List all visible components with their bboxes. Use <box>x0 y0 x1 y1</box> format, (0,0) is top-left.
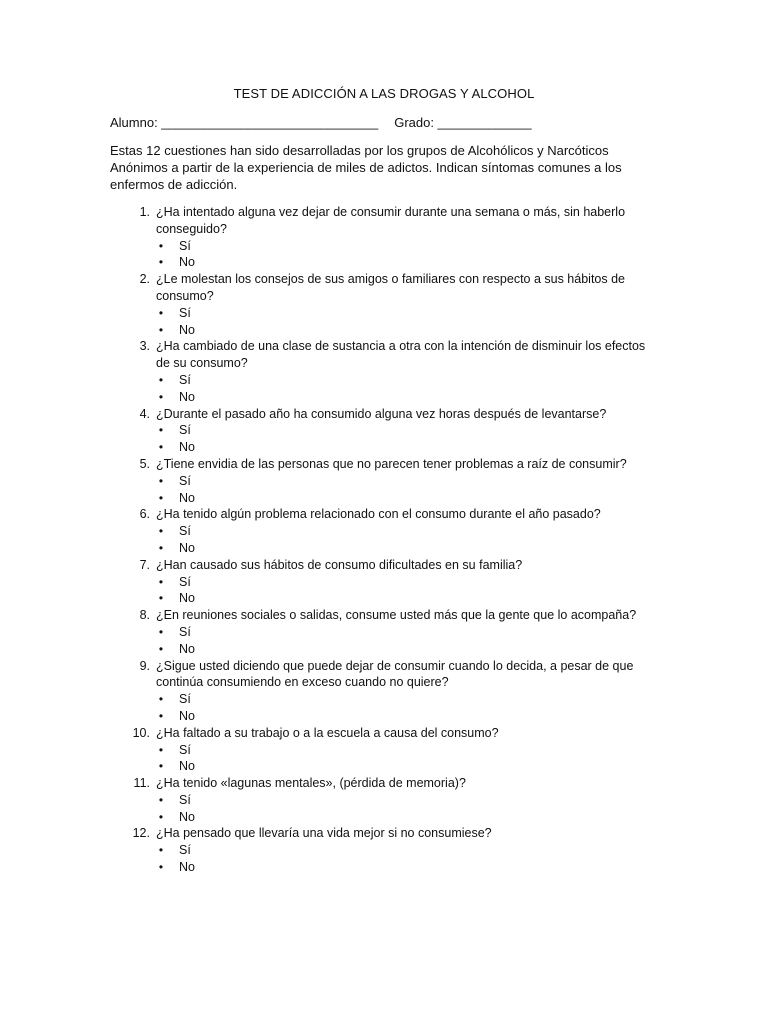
question-item <box>0 725 646 775</box>
answer-options <box>156 742 646 776</box>
answer-options <box>156 422 646 456</box>
bullet-icon: • <box>158 591 164 606</box>
question-item <box>0 825 646 875</box>
answer-option-label: No <box>179 809 195 824</box>
answer-option-si <box>156 691 646 708</box>
question-text: ¿Sigue usted diciendo que puede dejar de consumir cuando lo decida, a pesar de que continúa consumiendo en exceso cuando no quiere? <box>156 658 634 690</box>
question-item <box>0 204 646 271</box>
question-text: ¿Tiene envidia de las personas que no parecen tener problemas a raíz de consumir? <box>156 456 627 471</box>
question-text: ¿Ha pensado que llevaría una vida mejor si no consumiese? <box>156 826 492 841</box>
answer-option-si <box>156 574 646 591</box>
answer-option-label: No <box>179 540 195 555</box>
answer-option-si <box>156 422 646 439</box>
answer-options <box>156 792 646 826</box>
bullet-icon: • <box>158 524 164 539</box>
question-text: ¿Ha tenido algún problema relacionado con el consumo durante el año pasado? <box>156 507 601 522</box>
question-text: ¿Ha intentado alguna vez dejar de consumir durante una semana o más, sin haberlo conseguido? <box>156 205 626 236</box>
bullet-icon: • <box>158 490 164 505</box>
answer-option-label: Sí <box>179 473 191 488</box>
question-number: 6. <box>139 507 150 522</box>
bullet-icon: • <box>158 322 164 337</box>
bullet-icon: • <box>158 759 164 774</box>
document-title: TEST DE ADICCIÓN A LAS DROGAS Y ALCOHOL <box>233 86 535 101</box>
intro-paragraph: Estas 12 cuestiones han sido desarrolladas por los grupos de Alcohólicos y Narcóticos Anónimos a partir de la experiencia de miles de adictos. Indican síntomas comunes a los enfermos de adicción. <box>110 143 622 192</box>
answer-option-label: Sí <box>179 624 191 639</box>
answer-option-no <box>156 439 646 456</box>
bullet-icon: • <box>158 423 164 438</box>
answer-option-label: No <box>179 759 195 774</box>
question-item <box>0 658 646 725</box>
question-list <box>0 204 768 876</box>
answer-options <box>156 473 646 507</box>
answer-option-label: Sí <box>179 305 191 320</box>
question-number: 5. <box>139 456 150 471</box>
question-number: 2. <box>139 272 150 287</box>
bullet-icon: • <box>158 809 164 824</box>
question-item <box>0 557 646 607</box>
answer-option-label: Sí <box>179 524 191 539</box>
question-text: ¿Durante el pasado año ha consumido alguna vez horas después de levantarse? <box>156 406 607 421</box>
answer-option-label: Sí <box>179 238 191 253</box>
question-number: 4. <box>139 406 150 421</box>
answer-option-si <box>156 842 646 859</box>
answer-option-label: No <box>179 641 195 656</box>
bullet-icon: • <box>158 440 164 455</box>
answer-options <box>156 238 646 272</box>
bullet-icon: • <box>158 238 164 253</box>
answer-option-no <box>156 641 646 658</box>
answer-options <box>156 523 646 557</box>
question-text: ¿En reuniones sociales o salidas, consume usted más que la gente que lo acompaña? <box>156 608 637 623</box>
question-item <box>0 271 646 338</box>
answer-option-label: No <box>179 708 195 723</box>
answer-option-label: Sí <box>179 692 191 707</box>
answer-option-label: Sí <box>179 742 191 757</box>
question-number: 9. <box>139 658 150 673</box>
answer-option-si <box>156 742 646 759</box>
answer-option-no <box>156 490 646 507</box>
answer-option-no <box>156 389 646 406</box>
student-info-fields <box>110 115 532 130</box>
answer-option-label: Sí <box>179 792 191 807</box>
question-number: 11. <box>133 776 150 791</box>
answer-option-no <box>156 590 646 607</box>
student-name-field: Alumno: ______________________________ <box>110 115 379 130</box>
answer-option-si <box>156 473 646 490</box>
answer-option-si <box>156 624 646 641</box>
bullet-icon: • <box>158 792 164 807</box>
bullet-icon: • <box>158 742 164 757</box>
answer-option-si <box>156 305 646 322</box>
answer-options <box>156 842 646 876</box>
question-text: ¿Ha cambiado de una clase de sustancia a otra con la intención de disminuir los efectos de su consumo? <box>156 339 646 371</box>
answer-option-no <box>156 859 646 876</box>
answer-option-si <box>156 372 646 389</box>
bullet-icon: • <box>158 372 164 387</box>
question-number: 8. <box>139 608 150 623</box>
answer-option-label: Sí <box>179 372 191 387</box>
answer-options <box>156 624 646 658</box>
answer-option-no <box>156 540 646 557</box>
question-text: ¿Ha faltado a su trabajo o a la escuela a causa del consumo? <box>156 725 499 740</box>
question-item <box>0 506 646 556</box>
answer-option-no <box>156 322 646 339</box>
question-item <box>0 775 646 825</box>
answer-option-label: Sí <box>179 423 191 438</box>
question-item <box>0 338 646 405</box>
bullet-icon: • <box>158 708 164 723</box>
bullet-icon: • <box>158 389 164 404</box>
bullet-icon: • <box>158 843 164 858</box>
answer-option-label: No <box>179 490 195 505</box>
bullet-icon: • <box>158 540 164 555</box>
answer-option-no <box>156 758 646 775</box>
question-item <box>0 607 646 657</box>
question-number: 12. <box>132 826 150 841</box>
answer-option-si <box>156 238 646 255</box>
bullet-icon: • <box>158 574 164 589</box>
answer-option-label: Sí <box>179 574 191 589</box>
answer-option-no <box>156 708 646 725</box>
answer-options <box>156 574 646 608</box>
answer-options <box>156 372 646 406</box>
answer-option-si <box>156 792 646 809</box>
answer-option-no <box>156 254 646 271</box>
grade-field: Grado: _____________ <box>394 115 532 130</box>
answer-option-label: No <box>179 322 195 337</box>
bullet-icon: • <box>158 305 164 320</box>
answer-options <box>156 691 646 725</box>
question-item <box>0 406 646 456</box>
question-number: 1. <box>139 205 150 219</box>
answer-option-label: No <box>179 389 195 404</box>
answer-option-label: No <box>179 440 195 455</box>
answer-option-no <box>156 809 646 826</box>
bullet-icon: • <box>158 624 164 639</box>
bullet-icon: • <box>158 860 164 875</box>
question-text: ¿Han causado sus hábitos de consumo dificultades en su familia? <box>156 557 523 572</box>
bullet-icon: • <box>158 473 164 488</box>
answer-options <box>156 305 646 339</box>
question-item <box>0 456 646 506</box>
bullet-icon: • <box>158 692 164 707</box>
question-text: ¿Le molestan los consejos de sus amigos o familiares con respecto a sus hábitos de consumo? <box>156 272 625 303</box>
question-text: ¿Ha tenido «lagunas mentales», (pérdida de memoria)? <box>156 776 466 791</box>
question-number: 3. <box>139 339 150 354</box>
answer-option-si <box>156 523 646 540</box>
answer-option-label: No <box>179 591 195 606</box>
answer-option-label: Sí <box>179 843 191 858</box>
answer-option-label: No <box>179 860 195 875</box>
question-number: 10. <box>132 725 150 740</box>
bullet-icon: • <box>158 255 164 270</box>
bullet-icon: • <box>158 641 164 656</box>
question-number: 7. <box>139 557 150 572</box>
answer-option-label: No <box>179 255 195 270</box>
